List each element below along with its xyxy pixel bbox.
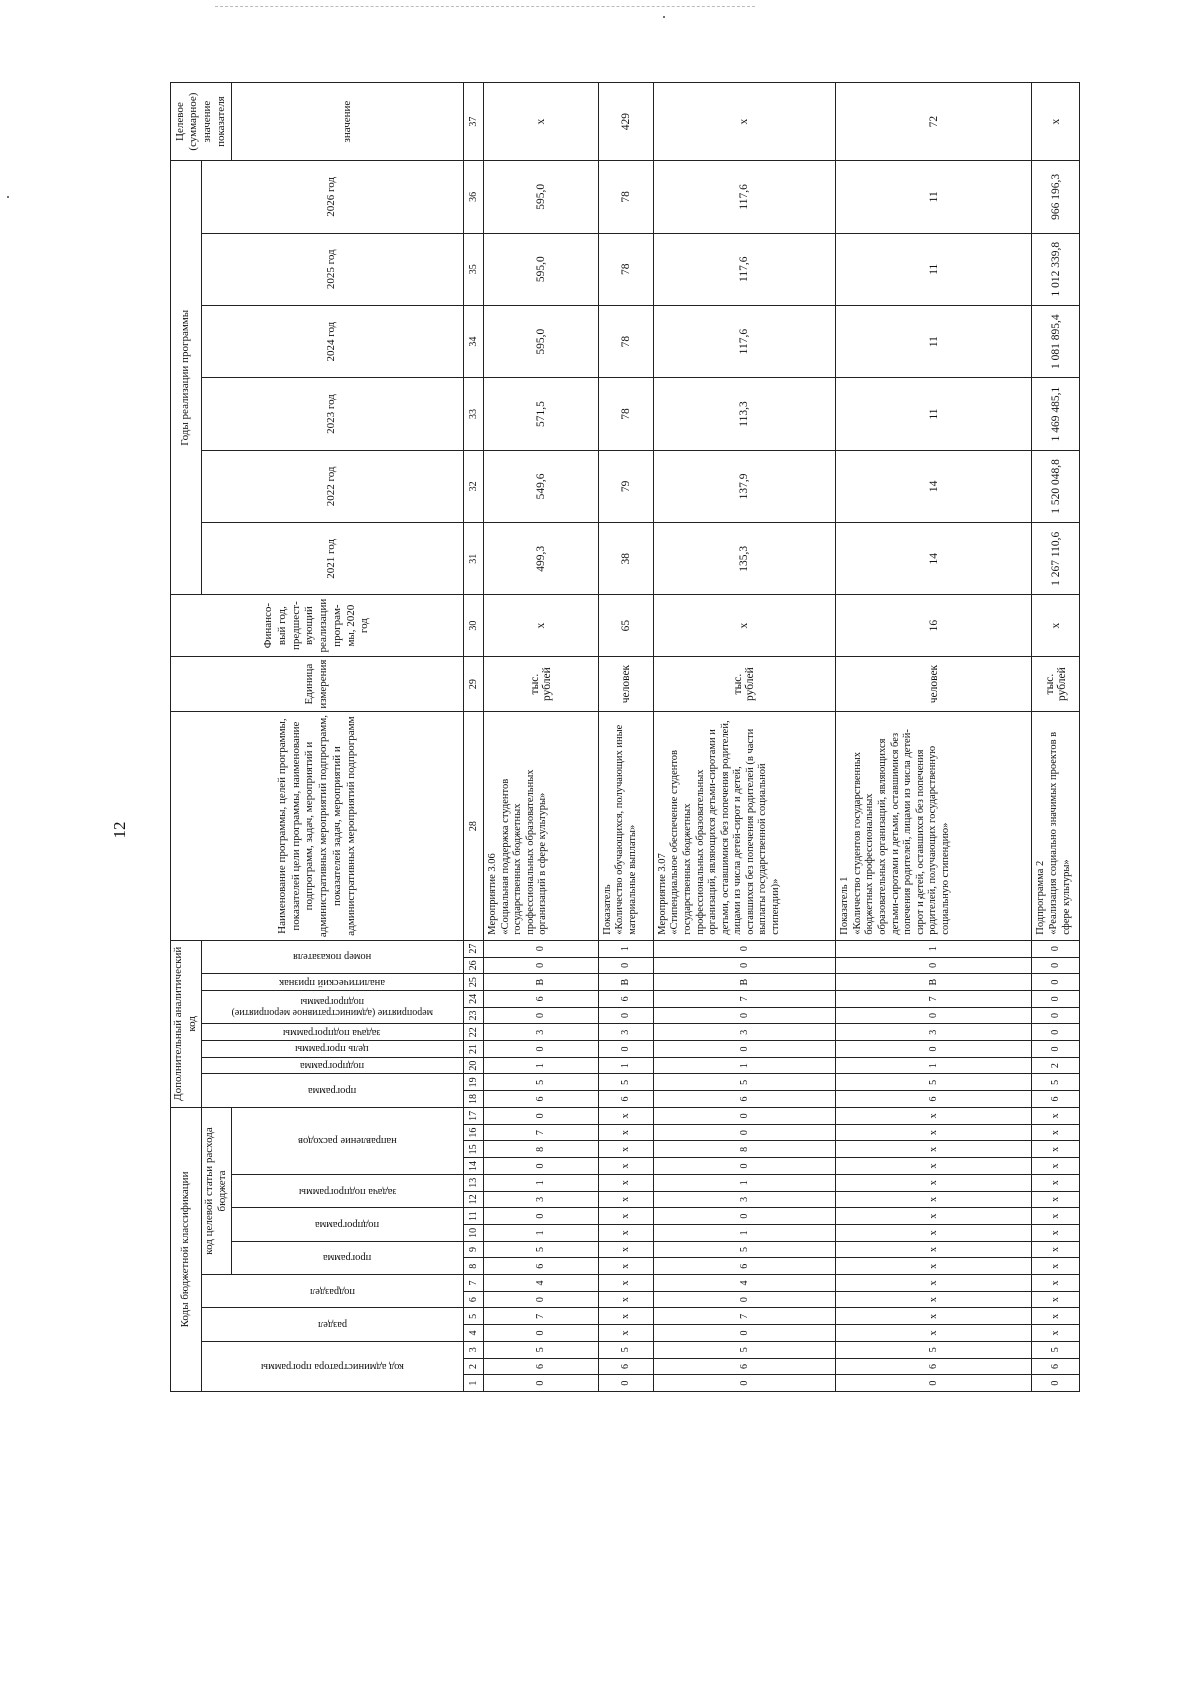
code-cell: х xyxy=(836,1124,1032,1141)
row-year-value: 78 xyxy=(598,378,653,450)
code-cell: х xyxy=(1032,1191,1080,1208)
header-year-2022: 2022 год xyxy=(201,450,464,522)
row-year-value: 117,6 xyxy=(653,161,835,233)
code-cell: 3 xyxy=(598,1024,653,1041)
header-programma: программа xyxy=(232,1241,464,1274)
row-year-value: 499,3 xyxy=(484,523,599,595)
column-number: 23 xyxy=(464,1007,484,1024)
column-number: 21 xyxy=(464,1041,484,1058)
code-cell: 0 xyxy=(484,957,599,974)
code-cell: 8 xyxy=(653,1141,835,1158)
code-cell: 1 xyxy=(484,1174,599,1191)
code-cell: х xyxy=(1032,1158,1080,1175)
code-cell: 5 xyxy=(1032,1341,1080,1358)
code-cell: х xyxy=(1032,1325,1080,1342)
code-cell: 5 xyxy=(484,1241,599,1258)
code-cell: 7 xyxy=(653,1308,835,1325)
code-cell: 7 xyxy=(653,990,835,1007)
code-cell: х xyxy=(598,1224,653,1241)
header-prev-year: Финансо-вый год, предшест-вующий реализации програм-мы, 2020 год xyxy=(171,595,464,656)
code-cell: 0 xyxy=(484,1007,599,1024)
row-target: х xyxy=(484,83,599,161)
row-year-value: 14 xyxy=(836,523,1032,595)
header-year-2024: 2024 год xyxy=(201,305,464,377)
column-number: 18 xyxy=(464,1091,484,1108)
program-table xyxy=(170,82,1080,1392)
code-cell: 1 xyxy=(653,1057,835,1074)
row-name: Подпрограмма 2 «Реализация социально значимых проектов в сфере культуры» xyxy=(1032,712,1080,940)
code-cell: 0 xyxy=(598,957,653,974)
code-cell: 5 xyxy=(598,1341,653,1358)
rotated-table-container xyxy=(170,82,1080,1392)
code-cell: 0 xyxy=(653,940,835,957)
row-year-value: 1 267 110,6 xyxy=(1032,523,1080,595)
code-cell: х xyxy=(1032,1124,1080,1141)
code-cell: 6 xyxy=(484,990,599,1007)
code-cell: 6 xyxy=(484,1358,599,1375)
header-name: Наименование программы, целей программы, показателей цели программы, наименование подпрограмм, задач, мероприятий и административных мероприятий подпрограмм, показателей задач, мероприятий и административных мероприятий подпрограмм xyxy=(171,712,464,940)
column-number: 6 xyxy=(464,1291,484,1308)
code-cell: 5 xyxy=(653,1074,835,1091)
column-number: 28 xyxy=(464,712,484,940)
code-cell: х xyxy=(598,1258,653,1275)
code-cell: 0 xyxy=(653,1208,835,1225)
column-number: 17 xyxy=(464,1107,484,1124)
code-cell: 0 xyxy=(653,1007,835,1024)
code-cell: 6 xyxy=(1032,1091,1080,1108)
column-number: 3 xyxy=(464,1341,484,1358)
code-cell: 7 xyxy=(484,1124,599,1141)
code-cell: х xyxy=(598,1191,653,1208)
row-year-value: 11 xyxy=(836,233,1032,305)
row-year-value: 966 196,3 xyxy=(1032,161,1080,233)
code-cell: 6 xyxy=(484,1091,599,1108)
code-cell: 1 xyxy=(653,1224,835,1241)
code-cell: х xyxy=(836,1174,1032,1191)
code-cell: 6 xyxy=(653,1258,835,1275)
header-bk-codes: Коды бюджетной классификации xyxy=(171,1107,202,1391)
code-cell: 1 xyxy=(836,940,1032,957)
code-cell: х xyxy=(836,1241,1032,1258)
column-number: 19 xyxy=(464,1074,484,1091)
header-d-cel: цель программы xyxy=(201,1041,464,1058)
code-cell: х xyxy=(1032,1291,1080,1308)
scan-dot xyxy=(663,16,665,18)
row-year-value: 113,3 xyxy=(653,378,835,450)
code-cell: В xyxy=(653,974,835,991)
column-number: 4 xyxy=(464,1325,484,1342)
code-cell: х xyxy=(1032,1224,1080,1241)
row-name: Мероприятие 3.07 «Стипендиальное обеспечение студентов государственных бюджетных профессиональных образовательных организаций, являющихся детьми-сиротами и детьми, оставшимися без попечения родителей, лицами из числа детей-сирот и детей, оставшихся без попечения родителей (в части выплаты государственной социальной стипендии)» xyxy=(653,712,835,940)
code-cell: 3 xyxy=(836,1024,1032,1041)
code-cell: х xyxy=(598,1174,653,1191)
column-number: 15 xyxy=(464,1141,484,1158)
code-cell: 6 xyxy=(484,1258,599,1275)
row-year-value: 595,0 xyxy=(484,161,599,233)
code-cell: 0 xyxy=(653,1158,835,1175)
row-unit: человек xyxy=(598,656,653,712)
code-cell: 0 xyxy=(1032,957,1080,974)
row-year-value: 1 012 339,8 xyxy=(1032,233,1080,305)
code-cell: 0 xyxy=(1032,940,1080,957)
code-cell: 5 xyxy=(836,1074,1032,1091)
code-cell: 3 xyxy=(484,1191,599,1208)
code-cell: 6 xyxy=(836,1358,1032,1375)
code-cell: 6 xyxy=(653,1358,835,1375)
row-name: Показатель «Количество обучающихся, получающих иные материальные выплаты» xyxy=(598,712,653,940)
code-cell: 1 xyxy=(598,1057,653,1074)
code-cell: 0 xyxy=(653,1041,835,1058)
column-number: 20 xyxy=(464,1057,484,1074)
scan-dot xyxy=(7,196,9,198)
code-cell: 3 xyxy=(653,1024,835,1041)
column-number: 14 xyxy=(464,1158,484,1175)
code-cell: х xyxy=(836,1258,1032,1275)
code-cell: х xyxy=(836,1325,1032,1342)
code-cell: 0 xyxy=(1032,1024,1080,1041)
column-number: 2 xyxy=(464,1358,484,1375)
code-cell: 1 xyxy=(484,1224,599,1241)
header-d-priznak: аналитический признак xyxy=(201,974,464,991)
column-number: 12 xyxy=(464,1191,484,1208)
column-number: 16 xyxy=(464,1124,484,1141)
column-number: 22 xyxy=(464,1024,484,1041)
row-target: 429 xyxy=(598,83,653,161)
code-cell: х xyxy=(598,1158,653,1175)
code-cell: 6 xyxy=(598,990,653,1007)
code-cell: 0 xyxy=(653,957,835,974)
code-cell: 0 xyxy=(484,1041,599,1058)
row-target: х xyxy=(1032,83,1080,161)
row-year-value: 135,3 xyxy=(653,523,835,595)
column-number: 25 xyxy=(464,974,484,991)
code-cell: х xyxy=(598,1275,653,1292)
page-number: 12 xyxy=(110,821,129,839)
header-kcsr: код целевой статьи расхода бюджета xyxy=(201,1107,232,1274)
code-cell: 5 xyxy=(1032,1074,1080,1091)
code-cell: 3 xyxy=(484,1024,599,1041)
code-cell: х xyxy=(1032,1275,1080,1292)
code-cell: 0 xyxy=(836,1041,1032,1058)
code-cell: 5 xyxy=(653,1341,835,1358)
column-number: 30 xyxy=(464,595,484,656)
header-d-meropriyatie: мероприятие (административное мероприятие) подпрограммы xyxy=(201,990,464,1023)
code-cell: х xyxy=(1032,1174,1080,1191)
code-cell: 6 xyxy=(836,1091,1032,1108)
row-unit: тыс. рублей xyxy=(1032,656,1080,712)
table-row xyxy=(836,83,1032,1392)
code-cell: х xyxy=(598,1124,653,1141)
row-unit: тыс. рублей xyxy=(653,656,835,712)
column-number: 9 xyxy=(464,1241,484,1258)
code-cell: 1 xyxy=(836,1057,1032,1074)
table-row xyxy=(653,83,835,1392)
code-cell: 0 xyxy=(1032,1375,1080,1392)
header-podrazdel: подраздел xyxy=(201,1275,464,1308)
row-target: 72 xyxy=(836,83,1032,161)
column-number: 8 xyxy=(464,1258,484,1275)
code-cell: х xyxy=(598,1208,653,1225)
code-cell: 0 xyxy=(484,1107,599,1124)
column-number: 33 xyxy=(464,378,484,450)
code-cell: 6 xyxy=(653,1091,835,1108)
scan-artifact-line xyxy=(215,6,755,7)
row-unit: тыс. рублей xyxy=(484,656,599,712)
code-cell: 2 xyxy=(1032,1057,1080,1074)
code-cell: В xyxy=(598,974,653,991)
code-cell: х xyxy=(598,1107,653,1124)
code-cell: 0 xyxy=(484,1375,599,1392)
column-number: 37 xyxy=(464,83,484,161)
code-cell: 0 xyxy=(484,940,599,957)
code-cell: х xyxy=(598,1241,653,1258)
code-cell: 8 xyxy=(484,1141,599,1158)
row-year-value: 595,0 xyxy=(484,305,599,377)
row-year-value: 11 xyxy=(836,161,1032,233)
table-row xyxy=(484,83,599,1392)
code-cell: х xyxy=(1032,1308,1080,1325)
code-cell: 5 xyxy=(836,1341,1032,1358)
row-year-value: 549,6 xyxy=(484,450,599,522)
code-cell: 0 xyxy=(836,1375,1032,1392)
code-cell: 0 xyxy=(1032,1041,1080,1058)
column-numbers-row xyxy=(464,83,484,1392)
column-number: 5 xyxy=(464,1308,484,1325)
header-target-title: Целевое (суммарное) значение показателя xyxy=(171,83,232,161)
row-year-value: 38 xyxy=(598,523,653,595)
code-cell: х xyxy=(598,1141,653,1158)
code-cell: 5 xyxy=(484,1341,599,1358)
table-row xyxy=(1032,83,1080,1392)
header-d-nomer: номер показателя xyxy=(201,940,464,974)
row-unit: человек xyxy=(836,656,1032,712)
row-prev-year: 65 xyxy=(598,595,653,656)
code-cell: 4 xyxy=(653,1275,835,1292)
column-number: 11 xyxy=(464,1208,484,1225)
row-prev-year: х xyxy=(484,595,599,656)
column-number: 35 xyxy=(464,233,484,305)
code-cell: 7 xyxy=(484,1308,599,1325)
row-year-value: 1 520 048,8 xyxy=(1032,450,1080,522)
code-cell: 0 xyxy=(598,1041,653,1058)
code-cell: 1 xyxy=(598,940,653,957)
row-year-value: 14 xyxy=(836,450,1032,522)
code-cell: 0 xyxy=(653,1325,835,1342)
code-cell: х xyxy=(836,1208,1032,1225)
code-cell: 6 xyxy=(598,1358,653,1375)
code-cell: 0 xyxy=(836,1007,1032,1024)
row-name: Мероприятие 3.06 «Социальная поддержка студентов государственных бюджетных профессиональных образовательных организаций в сфере культуры» xyxy=(484,712,599,940)
code-cell: 0 xyxy=(1032,974,1080,991)
column-number: 29 xyxy=(464,656,484,712)
code-cell: 3 xyxy=(653,1191,835,1208)
code-cell: 4 xyxy=(484,1275,599,1292)
row-year-value: 1 469 485,1 xyxy=(1032,378,1080,450)
column-number: 7 xyxy=(464,1275,484,1292)
code-cell: 0 xyxy=(484,1158,599,1175)
code-cell: х xyxy=(598,1308,653,1325)
code-cell: х xyxy=(1032,1258,1080,1275)
code-cell: 7 xyxy=(836,990,1032,1007)
header-dop-code: Дополнительный аналитический код xyxy=(171,940,202,1107)
code-cell: В xyxy=(836,974,1032,991)
code-cell: 6 xyxy=(598,1091,653,1108)
header-target-sub: значение xyxy=(232,83,464,161)
row-name: Показатель 1 «Количество студентов государственных бюджетных профессиональных образовательных организаций, являющихся детьми-сиротами и детьми, оставшимися без попечения родителей, лицами из числа детей-сирот и детей, оставшихся без попечения родителей, получающих государственную социальную стипендию» xyxy=(836,712,1032,940)
header-zadacha: задача подпрограммы xyxy=(232,1174,464,1207)
column-number: 13 xyxy=(464,1174,484,1191)
code-cell: 0 xyxy=(653,1124,835,1141)
column-number: 24 xyxy=(464,990,484,1007)
code-cell: 5 xyxy=(484,1074,599,1091)
code-cell: 5 xyxy=(598,1074,653,1091)
header-year-2023: 2023 год xyxy=(201,378,464,450)
code-cell: х xyxy=(1032,1208,1080,1225)
code-cell: х xyxy=(836,1141,1032,1158)
code-cell: х xyxy=(836,1275,1032,1292)
column-number: 34 xyxy=(464,305,484,377)
row-year-value: 117,6 xyxy=(653,305,835,377)
column-number: 31 xyxy=(464,523,484,595)
header-years-title: Годы реализации программы xyxy=(171,161,202,595)
row-prev-year: х xyxy=(1032,595,1080,656)
code-cell: х xyxy=(1032,1141,1080,1158)
code-cell: х xyxy=(836,1291,1032,1308)
code-cell: 0 xyxy=(1032,1007,1080,1024)
column-number: 26 xyxy=(464,957,484,974)
row-year-value: 1 081 895,4 xyxy=(1032,305,1080,377)
code-cell: х xyxy=(836,1107,1032,1124)
column-number: 10 xyxy=(464,1224,484,1241)
header-razdel: раздел xyxy=(201,1308,464,1341)
column-number: 32 xyxy=(464,450,484,522)
code-cell: В xyxy=(484,974,599,991)
code-cell: 0 xyxy=(484,1325,599,1342)
code-cell: 6 xyxy=(1032,1358,1080,1375)
column-number: 36 xyxy=(464,161,484,233)
row-year-value: 78 xyxy=(598,161,653,233)
row-target: х xyxy=(653,83,835,161)
code-cell: х xyxy=(836,1224,1032,1241)
code-cell: х xyxy=(836,1308,1032,1325)
code-cell: х xyxy=(1032,1241,1080,1258)
row-year-value: 117,6 xyxy=(653,233,835,305)
code-cell: 0 xyxy=(1032,990,1080,1007)
code-cell: 0 xyxy=(653,1291,835,1308)
column-number: 27 xyxy=(464,940,484,957)
header-d-podprogramma: подпрограмма xyxy=(201,1057,464,1074)
row-year-value: 78 xyxy=(598,233,653,305)
row-year-value: 79 xyxy=(598,450,653,522)
header-admin-code: код администратора программы xyxy=(201,1341,464,1391)
header-year-2025: 2025 год xyxy=(201,233,464,305)
header-year-2021: 2021 год xyxy=(201,523,464,595)
row-year-value: 11 xyxy=(836,305,1032,377)
row-prev-year: х xyxy=(653,595,835,656)
code-cell: 1 xyxy=(653,1174,835,1191)
row-year-value: 137,9 xyxy=(653,450,835,522)
header-d-programma: программа xyxy=(201,1074,464,1107)
row-year-value: 595,0 xyxy=(484,233,599,305)
code-cell: х xyxy=(598,1325,653,1342)
code-cell: 0 xyxy=(836,957,1032,974)
header-unit: Единица измерения xyxy=(171,656,464,712)
code-cell: х xyxy=(598,1291,653,1308)
row-year-value: 11 xyxy=(836,378,1032,450)
code-cell: 0 xyxy=(598,1375,653,1392)
header-d-zadacha: задача подпрограммы xyxy=(201,1024,464,1041)
code-cell: 0 xyxy=(484,1291,599,1308)
code-cell: 0 xyxy=(484,1208,599,1225)
header-napravlenie: направление расходов xyxy=(232,1107,464,1174)
header-podprogramma: подпрограмма xyxy=(232,1208,464,1241)
code-cell: 1 xyxy=(484,1057,599,1074)
row-prev-year: 16 xyxy=(836,595,1032,656)
code-cell: 0 xyxy=(653,1375,835,1392)
column-number: 1 xyxy=(464,1375,484,1392)
code-cell: х xyxy=(836,1158,1032,1175)
row-year-value: 571,5 xyxy=(484,378,599,450)
code-cell: 5 xyxy=(653,1241,835,1258)
code-cell: х xyxy=(836,1191,1032,1208)
row-year-value: 78 xyxy=(598,305,653,377)
header-year-2026: 2026 год xyxy=(201,161,464,233)
code-cell: 0 xyxy=(598,1007,653,1024)
code-cell: х xyxy=(1032,1107,1080,1124)
table-row xyxy=(598,83,653,1392)
code-cell: 0 xyxy=(653,1107,835,1124)
